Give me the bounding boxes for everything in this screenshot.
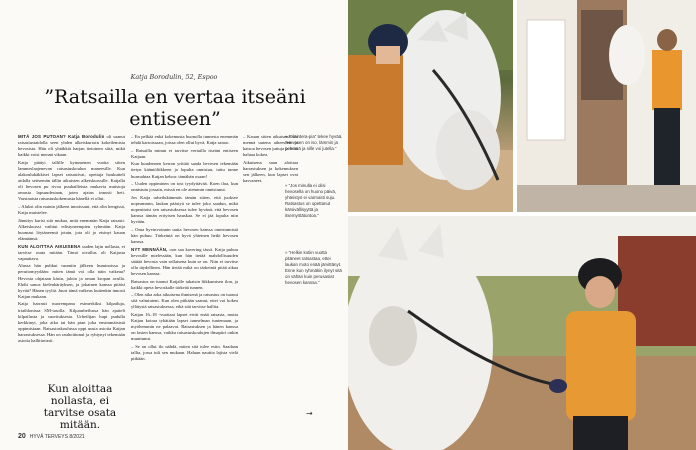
body-paragraph: [131, 292, 238, 310]
photo-stable-aisle: [517, 0, 696, 212]
paragraph-text: uuden lajin nollasta, ei tarvitse osata mitään. Tämä oivallus oli Katjasta vapauttava.: [18, 243, 125, 261]
body-paragraph: [243, 160, 298, 184]
paragraph-text: – Kauan sitten aikuisena voi mennä uutena aiheeseen ja katsoa hevosen juttuja ja mitä haluaa kokea.: [243, 134, 298, 158]
pull-quote: Kun aloittaa nollasta, ei tarvitse osata mitään.: [43, 383, 117, 431]
article-byline: Katja Borodulin, 52, Espoo: [130, 73, 218, 81]
paragraph-text: – Ratsailla minun ei tarvitse vertailla itseäni entiseen Katjaan.: [131, 147, 238, 159]
side-quote-1: » ”Eläintera-pia” tekee hyvää. ”Hevosen on iso, lämmin ja pehmeä ja sille voi jutella.”: [285, 134, 343, 151]
body-paragraph: [18, 218, 125, 242]
paragraph-lead-in: KUN ALOITTAA AIKUISENA: [18, 243, 81, 249]
side-quote-3: » ”Helkin kotiin vuotta pitäneet ratsastaa, ettei laukan moto enää järvittänyt. Enne kun ryhmäkin ilynyt sitä on vähän kuin perusasiat hevosen kanssa.”: [285, 250, 342, 285]
body-paragraph: [18, 301, 125, 344]
paragraph-text: – Aluksi olin nuinin jälkeen innoissani, että olin hengissä, Katja muistelee.: [18, 204, 125, 216]
paragraph-text: Jos Katja urheilukämmäs tämän sitten, että juoksee nopeammin, laukan päästyä se tulee joko saadun, mikä nopeuttaisi sen ratsastuksessa tulee hyvänä, että hevosen kanssa tämän erityisen hauskaa. Se ei jää lopulta niin hyvään.: [131, 194, 238, 225]
body-paragraph: [18, 160, 125, 203]
paragraph-text: – Oma hyvinvoinnin uutta hevosen kanssa onnistumistä hän puhuu. Tärkeintä on hyvä yhteinen hetki hevosen kanssa.: [131, 226, 238, 244]
paragraph-text: Aikuisena saan aloittaa harrastuksen ja kokemuksen sen jälkeen, kun lapset ovat kasvaneet.: [243, 159, 298, 184]
body-paragraph: [18, 263, 125, 300]
body-paragraph: [131, 312, 238, 342]
body-paragraph: [131, 161, 238, 179]
body-paragraph: [131, 148, 238, 160]
body-paragraph: [131, 227, 238, 245]
paragraph-text: oon saa kavering tässä. Katja puhuu hevosille mielessään, kun hän tietää mahdollisuuden säätää hevosta vain sellaisena kuin se on. Niin ei tarvitse olla täydellinen. Hän tietää mikä on tärkeintä pitää aikaa hevosen kanssa.: [131, 246, 238, 276]
paragraph-lead-in: MITÄ JOS PUTOAN? Katja Borodulin: [18, 134, 105, 139]
paragraph-text: Ratsastus on tuonut Katjalle takaisin liikkumisen ilon, ja kaikki opeta hevoskalle tärkeää tunnen.: [131, 278, 238, 290]
paragraph-text: Katjan 16–18 -vuotiaat lapset eivät enää ratsasta, mutta Katjan koiraa tykätään lapset tunnelman tuntemaan, ja myöhemmin ne palaavat. Ratsastuksen ja hänen kanssa on lasten kanssa, vaikka ratsastuskoulujen ilmapiiri onkin muuttunut.: [131, 312, 238, 342]
paragraph-text: Alussa hän puhkui ruumiin jälkeen huminoissa ja peruttomyydään: miten tämä voi olla näin vaikeaa? Hevosta ohjataan käsin, jaloin ja oman kropan avulla. Ehdit sanoa kielenkäräyksen, ja jokainen kanssa pitäisi hyvää? Hänen tyyliä. Juuri tämä vaikeus kuitenkin innosti Katjan mukaan.: [18, 263, 125, 299]
page-number-left: 20: [18, 433, 26, 440]
paragraph-text: – Uuden oppiminen on tosi tyydyttävää. Koen iloa, kun onnistuin jossain, missä en ole aiemmin onnistunut.: [131, 181, 238, 193]
body-paragraph: [18, 244, 125, 262]
paragraph-text: – Se on ollut ilo nähdä, miten sitä tulee esiin. Saadaan tallia, jossa tuli sen mukaan. Haluan nauttia lajista vielä pitkään.: [131, 344, 238, 362]
body-column-2: [131, 134, 238, 364]
body-paragraph: [131, 181, 238, 193]
continue-arrow-icon: →: [306, 409, 313, 418]
side-quote-2: » ”Jos minulla ei olisi hevosella on huono päivä, yhteistyö ei varmasti suju. Ratsastus on opettanut kärsivällisyyttä ja itsemyötätuntoa.”: [285, 183, 337, 218]
paragraph-text: Katja harrasti nuorempana esimerkiksi kilpailuja, triathlonissa SM-tasolla. Kilpaurheilussa hän ajatteli kilpailusta ja suorituksesta. Urheilijan hupi pudulla kerkkinyt, joka aika tai hän pian joka ensimmäisistä oppimistaan. Ratsastuskoulussa oppi uusia asioita Katjan harrastuksessa. Hän on rauhoittunut ja ryhtynyt tekemään asioita hallittavasti.: [18, 301, 125, 343]
paragraph-lead-in: NYT MENNÄÄN,: [131, 246, 170, 252]
paragraph-text: – En pelkää enkä kokemusta huonolla tunnesta enemmän tehdä kartoissaan, joissa olen ollut hyvä, Katja sanoo.: [131, 134, 238, 146]
body-paragraph: [131, 134, 238, 146]
paragraph-text: Jännitys karisi sitä mukaa, mitä enemmän Katja ratsasti. Alkeiskurssi vaihtui edistyneempien ryhmään. Katja huomasi löytäneensä jotain, jota oli jo etsinyt kauan elämäänsä.: [18, 217, 125, 241]
article-headline: ”Ratsailla en vertaa itseäni entiseen”: [44, 86, 306, 130]
photo-rider-with-horse: [348, 0, 513, 212]
body-paragraph: [18, 134, 125, 158]
paragraph-text: – Olen aika arka aikuisena ihmisenä ja ratsastus on tuonut sitä valmiuteni. Kun olen pitkään saanut, ettei voi kokea yllätystä ratsastuksessa, eikä sitä tarvitse hallita.: [131, 292, 238, 310]
body-paragraph: [131, 247, 238, 277]
body-paragraph: [131, 344, 238, 362]
body-paragraph: [131, 279, 238, 291]
folio-left: [18, 433, 85, 440]
paragraph-text: Katja päätyi tallille kymmenen vuotta sitten lammeslaajenevan ratsastuskoulun maneesille. Kun alakoulukäkkiset lapset ratsastivat, opettaja houkutteli aidalla seitsemän tällin aikuisten alkeiskurssille. Katjalla oli hevosen pu rivoa puuhailleista mukavia muistoja omasta lapsuudestaan, joten ajatus innosti heti. Varsinaista ratsastuskokemusta hänellä ei ollut.: [18, 159, 125, 202]
body-column-1: [18, 134, 125, 346]
body-paragraph: [131, 195, 238, 225]
body-paragraph: [18, 204, 125, 216]
paragraph-text: Kun kuudennen kerran yrittää saada hevosen tekemään tietyn kääntöliikkeen ja lopulta onnistuu, tuttu tunne hurmahtaa Katjan kehoa: tämähän osaan!: [131, 161, 238, 179]
paragraph-text: oli saanut ratsastustaidolla seen yhden alkeiskurssin kokeilemista hevosista. Hän oli yhtäkkiä harjan tietoinen siitä, mikä kaikki voisi mennä vikaan.: [18, 134, 126, 158]
magazine-name-left: HYVÄ TERVEYS 8/2021: [29, 434, 85, 440]
photo-woman-with-white-horse: [348, 216, 696, 450]
